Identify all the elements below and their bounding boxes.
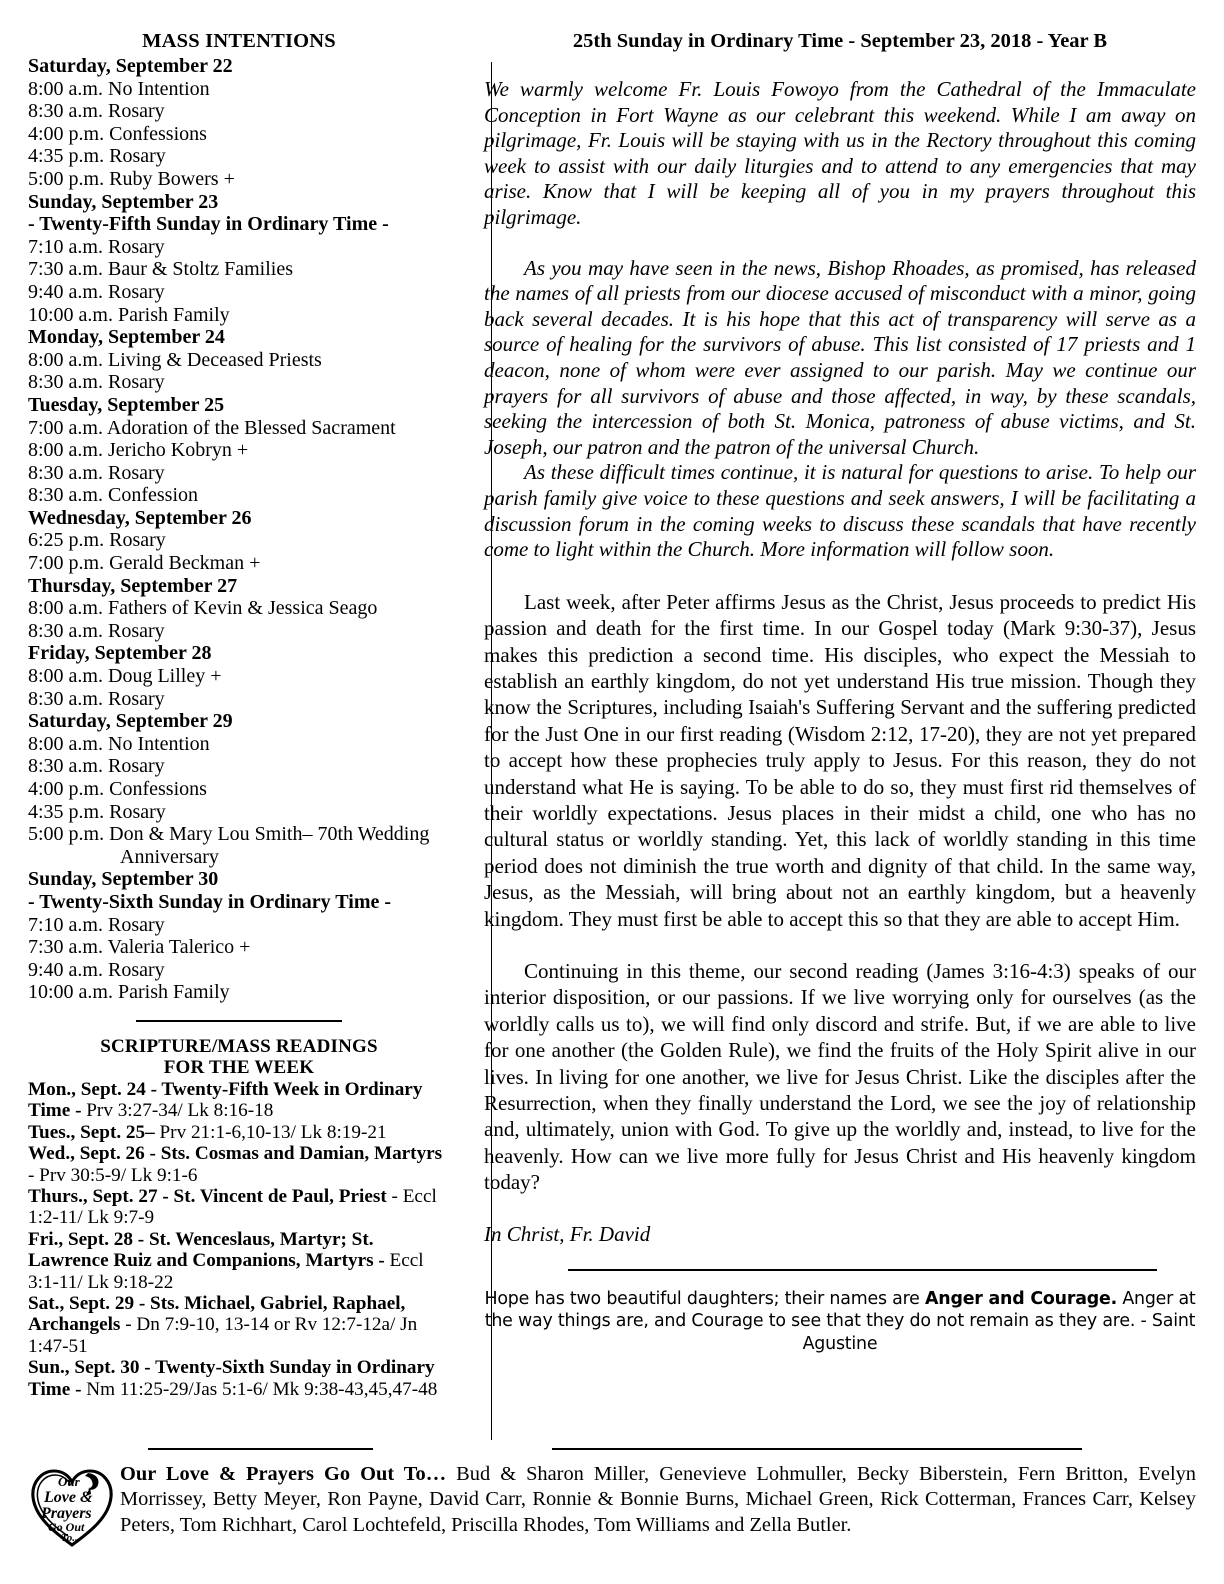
readings-title-line-2: FOR THE WEEK: [163, 1056, 315, 1078]
mass-entry-intention: Rosary: [108, 461, 165, 484]
mass-entry-intention: No Intention: [108, 77, 210, 100]
mass-entry-time: 5:00 p.m.: [28, 823, 105, 846]
mass-entry-time: 10:00 a.m.: [28, 303, 113, 326]
mass-entry: [28, 349, 450, 372]
mass-entry: [28, 439, 450, 462]
section-divider-rule: [136, 1020, 342, 1022]
mass-entry-continuation: Anniversary: [120, 845, 219, 868]
mass-entry-time: 8:00 a.m.: [28, 597, 103, 620]
reading-label: Tues., Sept. 25–: [28, 1121, 155, 1143]
mass-entry-intention: No Intention: [108, 732, 210, 755]
logo-line-4: Go Out: [48, 1520, 85, 1534]
mass-entry-intention: Rosary: [108, 280, 165, 303]
mass-entry: [28, 145, 450, 168]
mass-entry-time: 4:35 p.m.: [28, 800, 105, 823]
mass-entry-time: 7:00 a.m.: [28, 416, 103, 439]
mass-entry-time: 8:00 a.m.: [28, 77, 103, 100]
mass-entry-time: 7:30 a.m.: [28, 936, 103, 959]
mass-entry-intention: Rosary: [108, 755, 165, 778]
mass-entry-intention: Confessions: [109, 778, 207, 800]
mass-day-heading: Friday, September 28: [28, 642, 212, 665]
mass-entry: [28, 914, 450, 937]
mass-day-heading: Sunday, September 30: [28, 868, 219, 891]
prayer-list-text: [116, 1462, 1196, 1538]
prayer-list-lead: Our Love & Prayers Go Out To…: [120, 1463, 447, 1485]
reading-label: Mon., Sept. 24 - Twenty-Fifth Week in Ordinary Time -: [28, 1078, 423, 1122]
mass-entry-time: 7:00 p.m.: [28, 552, 105, 575]
logo-line-5: To...: [61, 1532, 81, 1544]
mass-entry-intention: Parish Family: [118, 981, 230, 1004]
mass-entry-intention: Parish Family: [118, 303, 230, 326]
mass-entry-time: 7:10 a.m.: [28, 235, 103, 258]
reading-label: Sat., Sept. 29 - Sts. Michael, Gabriel, Raphael, Archangels: [28, 1293, 406, 1336]
mass-entry-time: 7:30 a.m.: [28, 258, 103, 281]
mass-entry: [28, 552, 450, 575]
mass-entry: [28, 529, 450, 552]
reading-label: Wed., Sept. 26 - Sts. Cosmas and Damian, Martyrs: [28, 1143, 443, 1165]
mass-entry-time: 8:30 a.m.: [28, 371, 103, 394]
saint-quote: [484, 1288, 1196, 1356]
mass-entry: [28, 936, 450, 959]
mass-entry-intention: Rosary: [108, 913, 165, 936]
mass-entry: [28, 100, 450, 123]
scripture-readings-list: [28, 1079, 450, 1400]
quote-text-part-1: Hope has two beautiful daughters; their names are: [484, 1288, 925, 1309]
logo-line-1: Our: [58, 1474, 80, 1489]
mass-entry-intention: Adoration of the Blessed Sacrament: [106, 416, 396, 439]
mass-entry: [28, 78, 450, 101]
reading-citation: Prv 3:27-34/ Lk 8:16-18: [81, 1100, 274, 1122]
reading-citation: - Prv 30:5-9/ Lk 9:1-6: [28, 1164, 198, 1186]
mass-entry-intention: Confessions: [109, 122, 207, 145]
mass-day-heading: Sunday, September 23: [28, 190, 219, 213]
mass-entry-intention: Jericho Kobryn +: [108, 439, 249, 462]
mass-entry: [28, 417, 450, 440]
mass-day-heading: Monday, September 24: [28, 326, 225, 349]
mass-entry-time: 4:00 p.m.: [28, 122, 105, 145]
mass-day-subheading: - Twenty-Fifth Sunday in Ordinary Time -: [28, 213, 389, 236]
mass-entry-intention: Doug Lilley +: [108, 665, 222, 688]
quote-divider-rule: [568, 1269, 1157, 1271]
scripture-reading-item: [28, 1186, 450, 1229]
dove-icon: [85, 1473, 99, 1490]
mass-entry: [28, 733, 450, 756]
footer-divider-rules: [0, 1415, 1224, 1455]
mass-entry-time: 5:00 p.m.: [28, 167, 105, 190]
footer-rule-left: [148, 1448, 373, 1450]
mass-entry-intention: Rosary: [108, 100, 165, 123]
mass-entry-time: 7:10 a.m.: [28, 913, 103, 936]
mass-entry: [28, 823, 450, 846]
mass-entry-time: 8:00 a.m.: [28, 348, 103, 371]
reflection-paragraph-1: Last week, after Peter affirms Jesus as the Christ, Jesus proceeds to predict His passion and death for the first time. In our Gospel today (Mark 9:30-37), Jesus makes this prediction a second time. His disciples, who expect the Messiah to establish an earthly kingdom, do not yet understand His true mission. Though they know the Scriptures, including Isaiah's Suffering Servant and the suffering predicted for the Just One in our first reading (Wisdom 2:12, 17-20), they are not yet prepared to accept how these prophecies truly apply to Jesus. For this reason, they do not understand what He is saying. To be able to do so, they must first rid themselves of their worldly expectations. Jesus places in their midst a child, one who has no cultural status or worldly standing. Yet, this lack of worldly standing in this time period does not diminish the true worth and dignity of that child. In the same way, Jesus, as the Messiah, will bring about not an earthly kingdom, but a heavenly kingdom. They must first be able to accept this so that they are able to accept Him.: [484, 589, 1196, 931]
mass-entry-intention: Ruby Bowers +: [109, 167, 235, 190]
mass-entry-time: 9:40 a.m.: [28, 958, 103, 981]
mass-entry-time: 9:40 a.m.: [28, 280, 103, 303]
mass-intentions-list: [28, 55, 450, 1004]
scripture-readings-title: [28, 1036, 450, 1078]
mass-entry: [28, 620, 450, 643]
scripture-reading-item: [28, 1079, 450, 1122]
reading-label: Sun., Sept. 30 - Twenty-Sixth Sunday in Ordinary Time -: [28, 1357, 435, 1400]
scripture-reading-item: [28, 1229, 450, 1293]
mass-entry-intention: Living & Deceased Priests: [108, 348, 322, 371]
mass-entry: [28, 778, 450, 801]
quote-text-part-2: Anger at the way things are, and Courage to see that they do not remain as they are. - Saint Agustine: [484, 1288, 1196, 1354]
reading-citation: - Dn 7:9-10, 13-14 or Rv 12:7-12a/ Jn 1:47-51: [28, 1314, 418, 1357]
mass-entry-time: 8:30 a.m.: [28, 484, 103, 507]
mass-entry-time: 8:30 a.m.: [28, 100, 103, 123]
mass-entry: [28, 484, 450, 507]
heart-dove-logo-icon: [28, 1464, 116, 1550]
mass-entry: [28, 168, 450, 191]
mass-entry: [28, 281, 450, 304]
mass-entry-time: 10:00 a.m.: [28, 981, 113, 1004]
prayer-list-names: Bud & Sharon Miller, Genevieve Lohmuller, Becky Biberstein, Fern Britton, Evelyn Morrissey, Betty Meyer, Ron Payne, David Carr, Ronnie & Bonnie Burns, Michael Green, Rick Cotterman, Frances Carr, Kelsey Peters, Tom Richhart, Carol Lochtefeld, Priscilla Rhodes, Tom Williams and Zella Butler.: [120, 1463, 1197, 1536]
mass-entry-intention: Valeria Talerico +: [107, 936, 251, 959]
mass-entry-intention: Rosary: [108, 687, 165, 710]
mass-entry-intention: Baur & Stoltz Families: [108, 258, 293, 281]
quote-emphasis: Anger and Courage.: [925, 1288, 1117, 1309]
mass-entry-intention: Rosary: [108, 958, 165, 981]
mass-entry-intention: Rosary: [109, 800, 166, 823]
readings-title-line-1: SCRIPTURE/MASS READINGS: [100, 1035, 378, 1057]
mass-entry: [28, 801, 450, 824]
sunday-title: 25th Sunday in Ordinary Time - September 23, 2018 - Year B: [572, 30, 1108, 52]
mass-entry: [28, 462, 450, 485]
mass-entry-time: 8:00 a.m.: [28, 665, 103, 688]
reading-citation: Nm 11:25-29/Jas 5:1-6/ Mk 9:38-43,45,47-48: [81, 1378, 438, 1400]
mass-entry-intention: Rosary: [109, 529, 166, 552]
scripture-reading-item: [28, 1357, 450, 1400]
mass-entry-intention: Rosary: [108, 235, 165, 258]
love-and-prayers-logo: [28, 1464, 116, 1555]
mass-day-heading: Thursday, September 27: [28, 574, 238, 597]
scripture-reading-item: [28, 1143, 450, 1186]
mass-entry: [28, 755, 450, 778]
footer-rule-right: [552, 1448, 1082, 1450]
mass-entry: [28, 688, 450, 711]
mass-entry-time: 8:30 a.m.: [28, 755, 103, 778]
mass-entry-intention: Don & Mary Lou Smith– 70th Wedding: [109, 823, 430, 846]
right-column: [460, 30, 1196, 1355]
logo-line-3: Prayers: [41, 1505, 92, 1522]
left-column: [28, 30, 460, 1400]
pastor-letter-paragraph-3: As these difficult times continue, it is natural for questions to arise. To help our parish family give voice to these questions and seek answers, I will be facilitating a discussion forum in the coming weeks to discuss these scandals that have recently come to light within the Church. More information will follow soon.: [484, 460, 1196, 562]
mass-entry-time: 8:30 a.m.: [28, 687, 103, 710]
reading-citation: Prv 21:1-6,10-13/ Lk 8:19-21: [154, 1121, 387, 1143]
mass-entry-time: 8:30 a.m.: [28, 461, 103, 484]
mass-day-heading: Tuesday, September 25: [28, 393, 225, 416]
mass-entry-intention: Rosary: [109, 145, 166, 168]
scripture-reading-item: [28, 1122, 450, 1143]
mass-entry: [28, 981, 450, 1004]
pastor-signature: In Christ, Fr. David: [484, 1221, 651, 1246]
mass-entry: [28, 304, 450, 327]
reading-label: Fri., Sept. 28 - St. Wenceslaus, Martyr; St. Lawrence Ruiz and Companions, Martyrs -: [28, 1228, 385, 1272]
mass-entry-time: 4:00 p.m.: [28, 778, 105, 800]
mass-entry: [28, 597, 450, 620]
scripture-reading-item: [28, 1293, 450, 1357]
mass-entry-time: 8:00 a.m.: [28, 732, 103, 755]
mass-day-heading: Wednesday, September 26: [28, 506, 252, 529]
pastor-letter-paragraph-1: We warmly welcome Fr. Louis Fowoyo from the Cathedral of the Immaculate Conception in Fort Wayne as our celebrant this weekend. While I am away on pilgrimage, Fr. Louis will be staying with us in the Rectory throughout this coming week to assist with our daily liturgies and to attend to any emergencies that may arise. Know that I will be keeping all of you in my prayers throughout this pilgrimage.: [484, 77, 1196, 229]
mass-entry: [28, 665, 450, 688]
mass-entry: [28, 959, 450, 982]
mass-entry-time: 8:30 a.m.: [28, 619, 103, 642]
prayer-list-footer: [28, 1462, 1196, 1555]
mass-entry-intention: Rosary: [108, 371, 165, 394]
mass-entry-intention: Confession: [108, 484, 198, 507]
mass-entry-time: 4:35 p.m.: [28, 145, 105, 168]
mass-entry-intention: Rosary: [108, 619, 165, 642]
mass-entry-time: 8:00 a.m.: [28, 439, 103, 462]
logo-line-2: Love &: [44, 1489, 93, 1506]
reading-citation: Eccl 3:1-11/ Lk 9:18-22: [28, 1250, 424, 1293]
reading-citation: - Eccl 1:2-11/ Lk 9:7-9: [28, 1185, 437, 1229]
mass-intentions-title: MASS INTENTIONS: [142, 30, 336, 52]
mass-entry-intention: Fathers of Kevin & Jessica Seago: [108, 597, 378, 620]
two-column-layout: [28, 30, 1196, 1400]
mass-entry: [28, 258, 450, 281]
mass-entry-time: 6:25 p.m.: [28, 529, 105, 552]
mass-entry-intention: Gerald Beckman +: [109, 552, 261, 575]
mass-entry: [28, 236, 450, 259]
pastor-letter-paragraph-2: As you may have seen in the news, Bishop Rhoades, as promised, has released the names of all priests from our diocese accused of misconduct with a minor, going back several decades. It is his hope that this act of transparency will serve as a source of healing for the survivors of abuse. This list consisted of 17 priests and 1 deacon, none of whom were ever assigned to our parish. May we continue our prayers for all survivors of abuse and those affected, in way, by these scandals, seeking the intercession of both St. Monica, patroness of abuse victims, and St. Joseph, our patron and the patron of the universal Church.: [484, 255, 1196, 459]
reading-label: Thurs., Sept. 27 - St. Vincent de Paul, Priest: [28, 1185, 387, 1207]
mass-entry: [28, 123, 450, 146]
mass-day-heading: Saturday, September 29: [28, 710, 233, 733]
mass-entry: [28, 371, 450, 394]
mass-day-heading: Saturday, September 22: [28, 55, 233, 77]
column-divider: [491, 62, 492, 1440]
reflection-paragraph-2: Continuing in this theme, our second reading (James 3:16-4:3) speaks of our interior disposition, or our passions. If we live worrying only for ourselves (as the worldly calls us to), we will find only discord and strife. But, if we are able to live for one another (the Golden Rule), we find the fruits of the Holy Spirit alive in our lives. In living for one another, we live for Jesus Christ. Like the disciples after the Resurrection, when they finally understand the Lord, we see the joy of relationship and, ultimately, union with God. To give up the worldly and, instead, to live for the heavenly. How can we live more fully for Jesus Christ and His heavenly kingdom today?: [484, 958, 1196, 1195]
mass-day-subheading: - Twenty-Sixth Sunday in Ordinary Time -: [28, 890, 392, 913]
